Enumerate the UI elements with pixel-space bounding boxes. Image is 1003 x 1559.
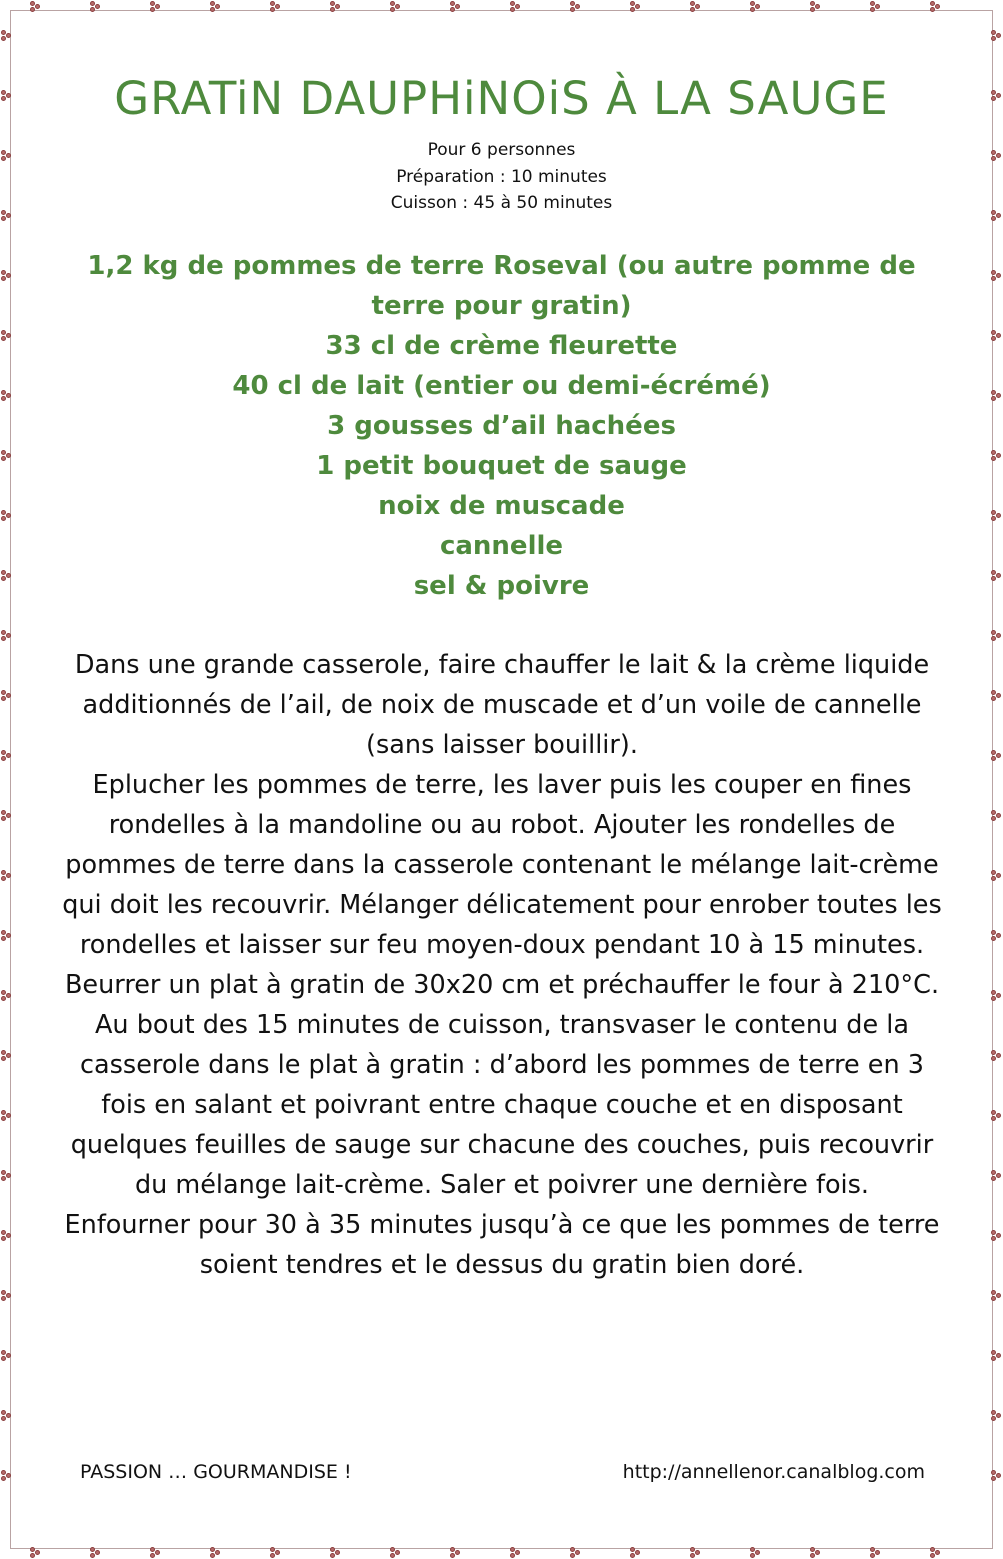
border-dot: [330, 1553, 335, 1558]
border-dot: [510, 1553, 515, 1558]
border-dot: [1, 1170, 6, 1175]
border-dot: [1, 1110, 6, 1115]
border-dot: [996, 453, 1001, 458]
border-dot: [815, 4, 820, 9]
recipe-meta: [0, 137, 1003, 217]
ingredients-list: [60, 246, 943, 606]
border-dot: [1, 1116, 6, 1121]
border-dot: [510, 1, 515, 6]
border-dot: [1, 1296, 6, 1301]
border-dot: [875, 1550, 880, 1555]
border-dot: [996, 1173, 1001, 1178]
border-dot: [1, 510, 6, 515]
border-dot: [1, 30, 6, 35]
border-dot: [215, 1550, 220, 1555]
border-dot: [395, 1550, 400, 1555]
border-dot: [1, 630, 6, 635]
ingredient-item: 1 petit bouquet de sauge: [316, 451, 687, 481]
border-dot: [515, 4, 520, 9]
preparation-time: Préparation : 10 minutes: [396, 166, 607, 187]
border-dot: [210, 1553, 215, 1558]
border-dot: [150, 1553, 155, 1558]
border-dot: [930, 1553, 935, 1558]
border-dot: [95, 4, 100, 9]
border-dot: [996, 513, 1001, 518]
border-dot: [630, 1, 635, 6]
border-right: [992, 10, 993, 1549]
ingredient-item: noix de muscade: [378, 491, 625, 521]
border-dot: [1, 456, 6, 461]
border-dot: [695, 4, 700, 9]
border-dot: [810, 1553, 815, 1558]
border-dot: [215, 4, 220, 9]
border-dot: [1, 1056, 6, 1061]
border-dot: [1, 696, 6, 701]
border-dot: [1, 390, 6, 395]
border-dot: [150, 1, 155, 6]
border-dot: [750, 1553, 755, 1558]
ingredient-item: 40 cl de lait (entier ou demi-écrémé): [232, 371, 771, 401]
instruction-step: Beurrer un plat à gratin de 30x20 cm et préchauffer le four à 210°C.: [64, 970, 940, 1000]
instruction-step: Enfourner pour 30 à 35 minutes jusqu’à ce que les pommes de terre soient tendres et le dessus du gratin bien doré.: [64, 1210, 940, 1280]
border-dot: [935, 1550, 940, 1555]
border-dot: [996, 1113, 1001, 1118]
border-dot: [455, 4, 460, 9]
recipe-title: GRATiN DAUPHiNOiS À LA SAUGE: [114, 72, 889, 125]
border-dot: [570, 1553, 575, 1558]
border-dot: [996, 873, 1001, 878]
border-dot: [870, 1553, 875, 1558]
border-dot: [1, 1470, 6, 1475]
border-dot: [996, 33, 1001, 38]
border-dot: [996, 1293, 1001, 1298]
ingredient-item: sel & poivre: [413, 571, 590, 601]
border-dot: [1, 1356, 6, 1361]
border-dot: [270, 1553, 275, 1558]
border-dot: [996, 333, 1001, 338]
border-dot: [996, 1233, 1001, 1238]
border-dot: [996, 1053, 1001, 1058]
border-dot: [35, 1550, 40, 1555]
instruction-step: Au bout des 15 minutes de cuisson, transvaser le contenu de la casserole dans le plat à gratin : d’abord les pommes de terre en 3 fois en salant et poivrant entre chaque couche et en disposant quelques feuilles de sauge sur chacune des couches, puis recouvrir du mélange lait-crème. Saler et poivrer une dernière fois.: [70, 1010, 934, 1200]
border-dot: [30, 1, 35, 6]
border-bottom: [10, 1548, 993, 1549]
border-dot: [1, 330, 6, 335]
border-dot: [930, 1, 935, 6]
border-dot: [755, 1550, 760, 1555]
border-dot: [1, 570, 6, 575]
cooking-time: Cuisson : 45 à 50 minutes: [390, 193, 613, 213]
border-dot: [210, 1, 215, 6]
border-dot: [95, 1550, 100, 1555]
instructions: [62, 645, 942, 1285]
border-dot: [450, 1, 455, 6]
border-dot: [90, 1553, 95, 1558]
border-top: [10, 10, 993, 11]
border-dot: [1, 276, 6, 281]
border-dot: [996, 393, 1001, 398]
border-dot: [1, 216, 6, 221]
footer-website: http://annellenor.canalblog.com: [622, 1461, 925, 1483]
border-dot: [935, 4, 940, 9]
border-dot: [30, 1553, 35, 1558]
border-dot: [390, 1553, 395, 1558]
border-dot: [690, 1553, 695, 1558]
border-dot: [575, 1550, 580, 1555]
border-dot: [870, 1, 875, 6]
border-dot: [635, 4, 640, 9]
border-dot: [996, 993, 1001, 998]
ingredient-item: cannelle: [439, 531, 564, 561]
border-dot: [1, 516, 6, 521]
border-dot: [1, 690, 6, 695]
border-dot: [335, 1550, 340, 1555]
border-dot: [1, 1176, 6, 1181]
border-dot: [1, 636, 6, 641]
border-dot: [1, 1476, 6, 1481]
border-dot: [1, 1230, 6, 1235]
instruction-step: Dans une grande casserole, faire chauffer le lait & la crème liquide additionnés de l’ail, de noix de muscade et d’un voile de cannelle (sans laisser bouillir).: [74, 650, 930, 760]
border-dot: [35, 4, 40, 9]
border-dot: [1, 450, 6, 455]
border-dot: [575, 4, 580, 9]
border-dot: [395, 4, 400, 9]
border-dot: [996, 633, 1001, 638]
border-dot: [275, 4, 280, 9]
border-dot: [1, 810, 6, 815]
border-dot: [1, 1350, 6, 1355]
border-dot: [996, 753, 1001, 758]
border-dot: [1, 336, 6, 341]
border-dot: [996, 273, 1001, 278]
border-dot: [1, 36, 6, 41]
instruction-step: Eplucher les pommes de terre, les laver puis les couper en fines rondelles à la mandoline ou au robot. Ajouter les rondelles de pommes de terre dans la casserole contenant le mélange lait-crème qui doit les recouvrir. Mélanger délicatement pour enrober toutes les rondelles et laisser sur feu moyen-doux pendant 10 à 15 minutes.: [62, 770, 942, 960]
border-dot: [996, 933, 1001, 938]
border-dot: [1, 876, 6, 881]
border-dot: [996, 1413, 1001, 1418]
border-dot: [875, 4, 880, 9]
border-dot: [1, 270, 6, 275]
border-dot: [996, 813, 1001, 818]
border-dot: [1, 396, 6, 401]
border-dot: [455, 1550, 460, 1555]
border-dot: [1, 930, 6, 935]
border-dot: [755, 4, 760, 9]
border-dot: [1, 1410, 6, 1415]
border-dot: [690, 1, 695, 6]
border-dot: [515, 1550, 520, 1555]
border-dot: [1, 1290, 6, 1295]
ingredient-item: 33 cl de crème fleurette: [325, 331, 678, 361]
border-dot: [630, 1553, 635, 1558]
border-dot: [1, 996, 6, 1001]
border-dot: [996, 1473, 1001, 1478]
border-dot: [815, 1550, 820, 1555]
servings: Pour 6 personnes: [427, 140, 576, 160]
border-dot: [695, 1550, 700, 1555]
border-left: [10, 10, 11, 1549]
border-dot: [330, 1, 335, 6]
border-dot: [1, 936, 6, 941]
border-dot: [1, 1236, 6, 1241]
border-dot: [1, 1416, 6, 1421]
border-dot: [1, 990, 6, 995]
border-dot: [270, 1, 275, 6]
border-dot: [275, 1550, 280, 1555]
border-dot: [1, 870, 6, 875]
border-dot: [155, 4, 160, 9]
border-dot: [996, 573, 1001, 578]
ingredient-item: 1,2 kg de pommes de terre Roseval (ou autre pomme de terre pour gratin): [87, 251, 916, 321]
border-dot: [996, 1353, 1001, 1358]
border-dot: [810, 1, 815, 6]
ingredient-item: 3 gousses d’ail hachées: [327, 411, 676, 441]
border-dot: [750, 1, 755, 6]
border-dot: [1, 576, 6, 581]
border-dot: [155, 1550, 160, 1555]
border-dot: [570, 1, 575, 6]
border-dot: [90, 1, 95, 6]
border-dot: [390, 1, 395, 6]
border-dot: [450, 1553, 455, 1558]
border-dot: [996, 693, 1001, 698]
border-dot: [1, 816, 6, 821]
border-dot: [1, 750, 6, 755]
border-dot: [1, 1050, 6, 1055]
border-dot: [1, 756, 6, 761]
border-dot: [335, 4, 340, 9]
footer-tagline: PASSION … GOURMANDISE !: [80, 1461, 352, 1483]
border-dot: [635, 1550, 640, 1555]
